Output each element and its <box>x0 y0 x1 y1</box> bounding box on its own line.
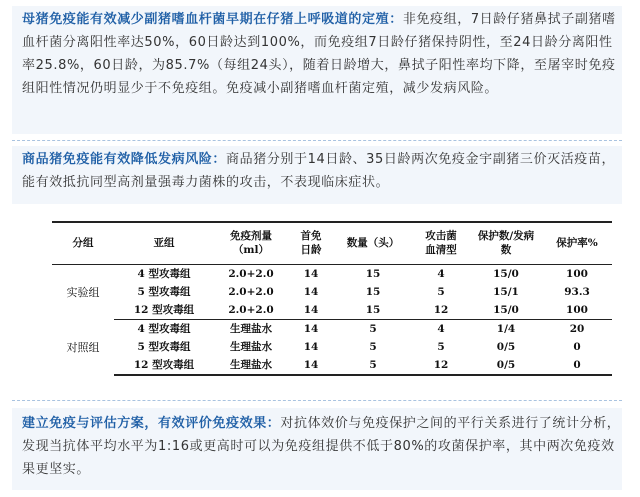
section-body: 商品猪分别于14日龄、35日龄两次免疫金宇副猪三价灭活疫苗，能有效抵抗同型高剂量强毒力菌株的攻击，不表现临床症状。 <box>22 152 616 190</box>
table-cell: 12 <box>412 356 470 375</box>
table-cell: 1/4 <box>496 322 516 335</box>
table-cell: 100 <box>566 267 588 280</box>
divider <box>12 400 622 401</box>
column-header: 攻击菌 血清型 <box>412 222 470 264</box>
table-cell: 93.3 <box>564 285 590 298</box>
table-cell: 15/0 <box>493 267 519 280</box>
table-cell: 14 <box>288 356 334 375</box>
section-body: 非免疫组，7日龄仔猪鼻拭子副猪嗜血杆菌分离阳性率达50%，60日龄达到100%，而免疫组7日龄仔猪保持阴性，至24日龄分离阳性率25.8%，60日龄，为85.7%（每组24头），随着日龄增大，鼻拭子阳性率均下降，至屠宰时免疫组阳性情况仍明显少于不免疫组。免疫减小副猪嗜血杆菌定殖，减少发病风险。 <box>22 12 616 96</box>
section-body: 对抗体效价与免疫保护之间的平行关系进行了统计分析，发现当抗体平均水平为1:16或更高时可以为免疫组提供不低于80%的攻菌保护率，其中两次免疫效果更坚实。 <box>22 416 621 477</box>
table-cell: 2.0+2.0 <box>228 267 274 280</box>
table-cell: 生理盐水 <box>230 341 272 353</box>
table-row <box>52 319 612 338</box>
table-cell: 14 <box>303 322 319 335</box>
table-cell: 5 型攻毒组 <box>137 286 191 298</box>
column-header: 分组 <box>52 222 114 264</box>
table-cell: 14 <box>303 267 319 280</box>
table-cell: 12 型攻毒组 <box>114 301 214 320</box>
table-cell: 14 <box>288 301 334 320</box>
table-row <box>52 283 612 301</box>
table-row <box>52 338 612 356</box>
group-cell: 对照组 <box>66 340 100 354</box>
table-cell: 12 <box>412 301 470 320</box>
column-header: 亚组 <box>114 222 214 264</box>
table-cell: 生理盐水 <box>214 356 288 375</box>
table-cell: 4 型攻毒组 <box>137 323 191 335</box>
table-cell: 5 <box>437 285 445 298</box>
challenge-result-table <box>52 221 612 376</box>
table-cell: 15 <box>365 267 381 280</box>
section-evaluation <box>12 408 622 490</box>
table-cell: 4 <box>437 267 445 280</box>
table-cell: 0 <box>542 356 612 375</box>
group-cell: 实验组 <box>66 285 100 299</box>
table-cell: 5 <box>369 322 377 335</box>
table-row <box>52 301 612 320</box>
table-cell: 14 <box>303 285 319 298</box>
table-cell: 5 <box>369 340 377 353</box>
table-cell: 2.0+2.0 <box>214 301 288 320</box>
table-row <box>52 264 612 283</box>
table-cell: 14 <box>303 340 319 353</box>
column-header: 保护数/发病 数 <box>470 222 542 264</box>
divider <box>12 140 622 141</box>
table-cell: 4 <box>437 322 445 335</box>
table-cell: 100 <box>542 301 612 320</box>
table-cell: 15/1 <box>493 285 519 298</box>
section-heading: 建立免疫与评估方案，有效评价免疫效果： <box>22 416 281 431</box>
table-cell: 0/5 <box>496 340 516 353</box>
table-header-row <box>52 222 612 264</box>
table-cell: 15 <box>334 301 412 320</box>
table-cell: 0 <box>573 340 581 353</box>
column-header: 数量（头） <box>334 222 412 264</box>
table-cell: 15/0 <box>470 301 542 320</box>
table-cell: 4 型攻毒组 <box>137 268 191 280</box>
section-commercial-pig <box>12 146 622 204</box>
table-cell: 12 型攻毒组 <box>114 356 214 375</box>
table-cell: 5 <box>334 356 412 375</box>
column-header: 免疫剂量 （ml） <box>214 222 288 264</box>
table-cell: 2.0+2.0 <box>228 285 274 298</box>
table-cell: 5 <box>437 340 445 353</box>
column-header: 首免 日龄 <box>288 222 334 264</box>
column-header: 保护率% <box>542 222 612 264</box>
section-heading: 母猪免疫能有效减少副猪嗜血杆菌早期在仔猪上呼吸道的定殖： <box>22 12 403 27</box>
section-heading: 商品猪免疫能有效降低发病风险： <box>22 152 227 167</box>
table-cell: 15 <box>365 285 381 298</box>
table-cell: 生理盐水 <box>230 323 272 335</box>
section-sow-immunization <box>12 6 622 134</box>
table-row <box>52 356 612 375</box>
table-cell: 0/5 <box>470 356 542 375</box>
table-cell: 20 <box>569 322 585 335</box>
table-cell: 5 型攻毒组 <box>137 341 191 353</box>
